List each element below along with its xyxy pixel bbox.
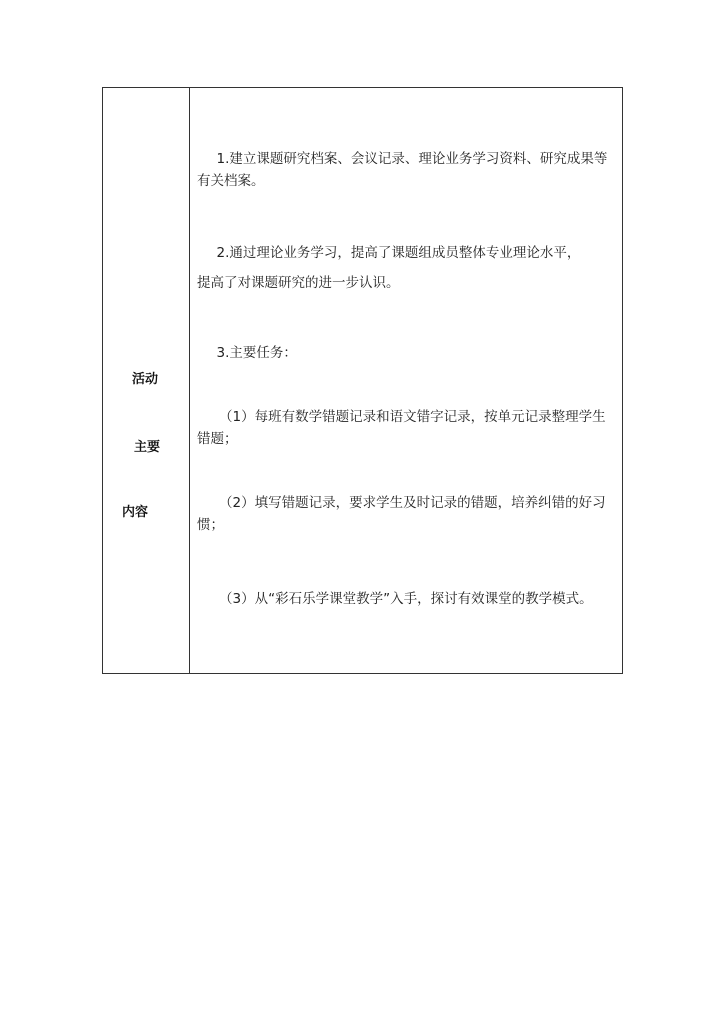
item-3-heading: 3.主要任务： — [203, 345, 297, 361]
task-1-text: （1）每班有数学错题记录和语文错字记录，按单元记录整理学生错题； — [197, 409, 606, 447]
item-2-text-line1: 2.通过理论业务学习，提高了课题组成员整体专业理论水平， — [203, 245, 581, 261]
activity-table — [102, 87, 623, 674]
column-divider — [189, 88, 190, 673]
label-content: 内容 — [122, 505, 149, 520]
task-3-text: （3）从“彩石乐学课堂教学”入手，探讨有效课堂的教学模式。 — [219, 591, 593, 607]
task-2-text: （2）填写错题记录，要求学生及时记录的错题，培养纠错的好习惯； — [197, 495, 606, 533]
item-2-text-line2: 提高了对课题研究的进一步认识。 — [197, 275, 400, 291]
label-activity: 活动 — [132, 372, 159, 387]
label-main: 主要 — [134, 440, 161, 455]
item-1-text: 1.建立课题研究档案、会议记录、理论业务学习资料、研究成果等有关档案。 — [197, 151, 608, 189]
